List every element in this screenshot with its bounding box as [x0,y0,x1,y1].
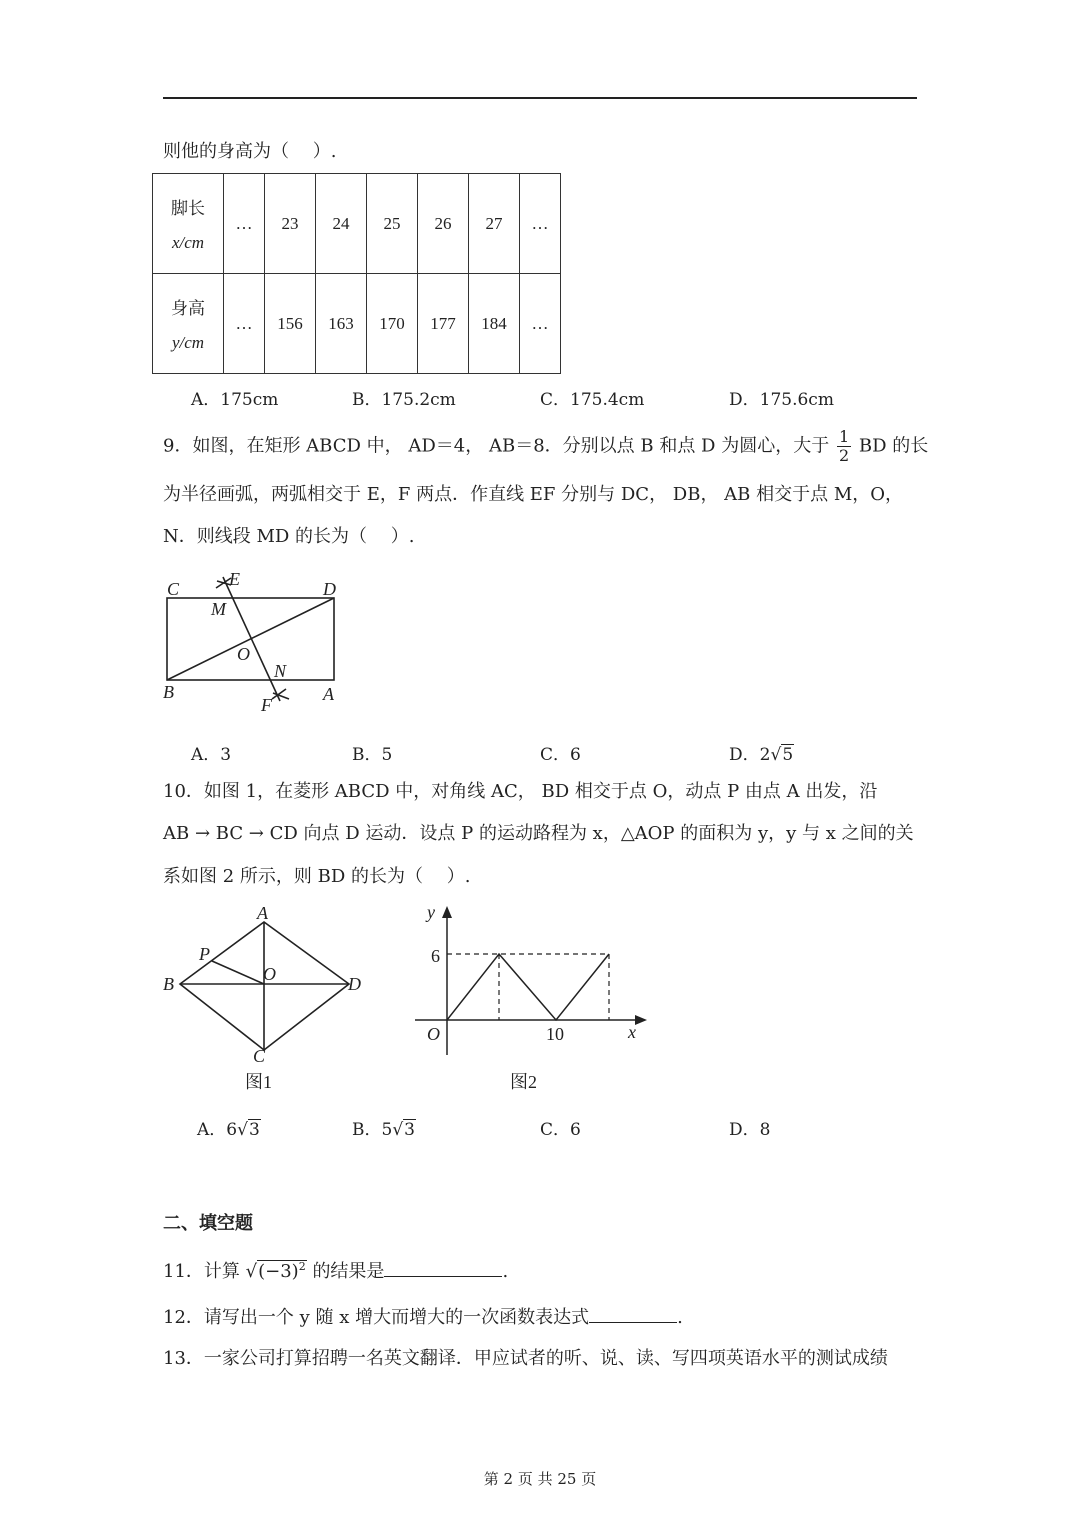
header-rule [163,97,917,99]
line-ef [223,577,280,701]
radicand: 3 [248,1120,260,1140]
label-b: B [163,974,174,994]
option-a: A．6√3 [197,1120,260,1140]
question-11: 11．计算 $√(-3)^2$ 的结果是 . [163,1260,509,1282]
radicand [257,1260,307,1282]
label-d: D [323,579,336,599]
option-d: D．2√5 [729,745,794,765]
function-graph [405,900,655,1095]
label-f: F [261,695,272,715]
table-cell: … [520,174,561,274]
row-header [153,174,224,274]
table-cell: 23 [265,174,316,274]
label-b: B [163,682,174,702]
graph-line [447,954,609,1020]
row-label: 脚长 [171,199,205,218]
question-10-line-1: 10．如图 1，在菱形 ABCD 中，对角线 AC， BD 相交于点 O，动点 P 由点 A 出发，沿 [163,781,878,802]
question-text: 的结果是 [312,1261,385,1282]
exponent: 2 [298,1260,306,1273]
option-prefix: D． [729,745,760,765]
label-o: O [263,964,276,984]
foot-height-table [152,173,561,374]
table-cell: … [224,174,265,274]
page-footer: 第 2 页 共 25 页 [483,1470,597,1488]
table-cell: 170 [367,274,418,374]
option-b: B．5√3 [352,1120,415,1140]
option-d: D．175.6cm [729,390,834,410]
table-cell: 25 [367,174,418,274]
rectangle-figure [155,565,355,715]
label-p: P [199,944,210,964]
table-row [153,274,561,374]
row-unit: x/cm [171,233,205,252]
coefficient: 5 [381,1120,393,1140]
section-title: 二、填空题 [163,1213,253,1234]
label-c: C [253,1046,266,1066]
question-text: 12．请写出一个 y 随 x 增大而增大的一次函数表达式 [163,1307,590,1328]
question-8-tail: 则他的身高为（ ）. [163,141,337,162]
radicand: 3 [404,1120,415,1140]
answer-blank[interactable] [589,1304,677,1323]
coefficient: 6 [226,1120,238,1140]
y-axis-arrow [442,906,452,918]
option-b: B．175.2cm [352,390,456,410]
option-prefix: B． [352,1120,382,1140]
option-a: A．175cm [191,390,279,410]
question-text: BD 的长 [858,435,929,457]
table-cell: 27 [469,174,520,274]
x-axis-label: x [628,1022,636,1042]
table-row [153,174,561,274]
question-10-line-3: 系如图 2 所示，则 BD 的长为（ ）. [163,866,471,887]
option-c: C．6 [540,1120,581,1140]
radicand: 5 [782,745,794,765]
rhombus-figure [155,900,375,1095]
segment-po [212,961,264,984]
question-9-line-3: N．则线段 MD 的长为（ ）. [163,526,415,547]
table-cell: … [224,274,265,374]
option-prefix: A． [197,1120,227,1140]
question-text: 9．如图，在矩形 ABCD 中， AD＝4， AB＝8．分别以点 B 和点 D 为圆心，大于 [163,435,830,457]
row-unit: y/cm [171,333,205,352]
diagonal-bd [167,598,334,680]
option-a: A．3 [191,745,232,765]
table-cell: … [520,274,561,374]
row-label: 身高 [171,299,205,318]
figure-1-caption: 图1 [245,1072,272,1092]
label-e: E [229,569,240,589]
label-a: A [257,903,268,923]
table-cell: 24 [316,174,367,274]
radicand-base: (−3) [258,1261,299,1282]
numerator: 1 [838,427,850,446]
option-d: D．8 [729,1120,771,1140]
fraction-one-half [837,428,851,465]
question-text: 11．计算 [163,1261,240,1282]
table-cell: 26 [418,174,469,274]
question-10-line-2: AB → BC → CD 向点 D 运动．设点 P 的运动路程为 x，△AOP 的面积为 y，y 与 x 之间的关 [163,823,914,844]
label-o: O [237,644,250,664]
x-axis-arrow [635,1015,647,1025]
label-d: D [348,974,361,994]
origin-label: O [427,1024,440,1044]
table-cell: 156 [265,274,316,374]
label-a: A [323,684,334,704]
y-axis-label: y [427,902,435,922]
coefficient: 2 [759,745,771,765]
option-b: B．5 [352,745,393,765]
denominator: 2 [838,446,850,465]
question-9-line-1 [163,428,928,465]
x-tick-ten: 10 [546,1024,564,1044]
table-cell: 184 [469,274,520,374]
label-n: N [274,661,287,681]
question-9-line-2: 为半径画弧，两弧相交于 E，F 两点．作直线 EF 分别与 DC， DB， AB 相交于点 M，O， [163,484,904,505]
figure-2-caption: 图2 [510,1072,537,1092]
option-c: C．6 [540,745,581,765]
question-12: 12．请写出一个 y 随 x 增大而增大的一次函数表达式 . [163,1304,683,1330]
table-cell: 177 [418,274,469,374]
option-c: C．175.4cm [540,390,645,410]
y-tick-six: 6 [431,946,440,966]
answer-blank[interactable] [384,1258,502,1277]
question-13: 13．一家公司打算招聘一名英文翻译．甲应试者的听、说、读、写四项英语水平的测试成绩 [163,1348,888,1369]
label-c: C [167,579,180,599]
label-m: M [211,599,226,619]
table-cell: 163 [316,274,367,374]
row-header [153,274,224,374]
